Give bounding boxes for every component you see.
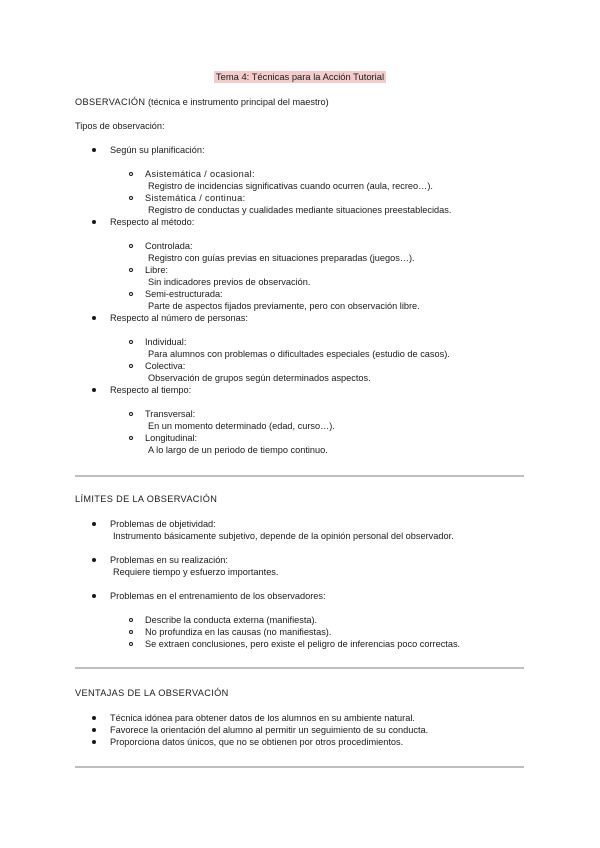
bullet-icon	[92, 148, 96, 152]
circle-bullet-icon	[129, 412, 133, 416]
group-label-metodo: Respecto al método:	[110, 217, 195, 227]
section-divider	[75, 766, 524, 768]
bullet-icon	[92, 388, 96, 392]
group-label-tiempo: Respecto al tiempo:	[110, 385, 192, 395]
bullet-icon	[92, 716, 96, 720]
limite-sub-item: No profundiza en las causas (no manifiestas).	[145, 627, 332, 637]
group-label-personas: Respecto al número de personas:	[110, 313, 248, 323]
circle-bullet-icon	[129, 364, 133, 368]
observacion-heading-line	[75, 96, 329, 108]
title-row	[0, 71, 600, 83]
item-name: Transversal:	[145, 409, 196, 419]
ventaja-item: Técnica idónea para obtener datos de los alumnos en su ambiente natural.	[110, 713, 415, 723]
circle-bullet-icon	[129, 630, 133, 634]
page-title: Tema 4: Técnicas para la Acción Tutorial	[215, 71, 385, 82]
item-name: Libre:	[145, 265, 168, 275]
bullet-icon	[92, 740, 96, 744]
circle-bullet-icon	[129, 618, 133, 622]
item-name: Controlada:	[145, 241, 193, 251]
limite-label: Problemas de objetividad:	[110, 519, 216, 529]
limite-label: Problemas en el entrenamiento de los observadores:	[110, 591, 326, 601]
item-desc: Para alumnos con problemas o dificultades especiales (estudio de casos).	[148, 349, 450, 359]
circle-bullet-icon	[129, 244, 133, 248]
item-desc: A lo largo de un periodo de tiempo continuo.	[148, 445, 328, 455]
item-name: Sistemática / continua:	[145, 193, 246, 203]
circle-bullet-icon	[129, 196, 133, 200]
limite-sub-item: Se extraen conclusiones, pero existe el peligro de inferencias poco correctas.	[145, 639, 461, 649]
circle-bullet-icon	[129, 172, 133, 176]
section-divider	[75, 475, 524, 477]
item-desc: Registro de incidencias significativas cuando ocurren (aula, recreo…).	[148, 181, 433, 191]
bullet-icon	[92, 316, 96, 320]
observacion-heading: OBSERVACIÓN	[75, 97, 146, 107]
limites-heading: LÍMITES DE LA OBSERVACIÓN	[75, 494, 218, 504]
bullet-icon	[92, 728, 96, 732]
circle-bullet-icon	[129, 642, 133, 646]
limite-desc: Instrumento básicamente subjetivo, depende de la opinión personal del observador.	[113, 531, 454, 541]
ventaja-item: Proporciona datos únicos, que no se obtienen por otros procedimientos.	[110, 737, 404, 747]
circle-bullet-icon	[129, 436, 133, 440]
types-label: Tipos de observación:	[75, 121, 165, 131]
bullet-icon	[92, 558, 96, 562]
circle-bullet-icon	[129, 268, 133, 272]
item-name: Longitudinal:	[145, 433, 198, 443]
limite-label: Problemas en su realización:	[110, 555, 228, 565]
limite-desc: Requiere tiempo y esfuerzo importantes.	[113, 567, 279, 577]
item-desc: Sin indicadores previos de observación.	[148, 277, 311, 287]
item-name: Semi-estructurada:	[145, 289, 223, 299]
item-desc: En un momento determinado (edad, curso…).	[148, 421, 335, 431]
group-label-planificacion: Según su planificación:	[110, 145, 205, 155]
ventaja-item: Favorece la orientación del alumno al permitir un seguimiento de su conducta.	[110, 725, 429, 735]
bullet-icon	[92, 220, 96, 224]
item-name: Colectiva:	[145, 361, 186, 371]
item-name: Asistemática / ocasional:	[145, 169, 255, 179]
item-desc: Registro de conductas y cualidades mediante situaciones preestablecidas.	[148, 205, 452, 215]
section-divider	[75, 667, 524, 669]
observacion-heading-note: (técnica e instrumento principal del maestro)	[145, 97, 329, 107]
bullet-icon	[92, 594, 96, 598]
circle-bullet-icon	[129, 340, 133, 344]
item-desc: Registro con guías previas en situaciones preparadas (juegos…).	[148, 253, 415, 263]
ventajas-heading: VENTAJAS DE LA OBSERVACIÓN	[75, 688, 229, 698]
limite-sub-item: Describe la conducta externa (manifiesta).	[145, 615, 318, 625]
circle-bullet-icon	[129, 292, 133, 296]
item-desc: Parte de aspectos fijados previamente, pero con observación libre.	[148, 301, 420, 311]
item-name: Individual:	[145, 337, 187, 347]
bullet-icon	[92, 522, 96, 526]
item-desc: Observación de grupos según determinados aspectos.	[148, 373, 371, 383]
